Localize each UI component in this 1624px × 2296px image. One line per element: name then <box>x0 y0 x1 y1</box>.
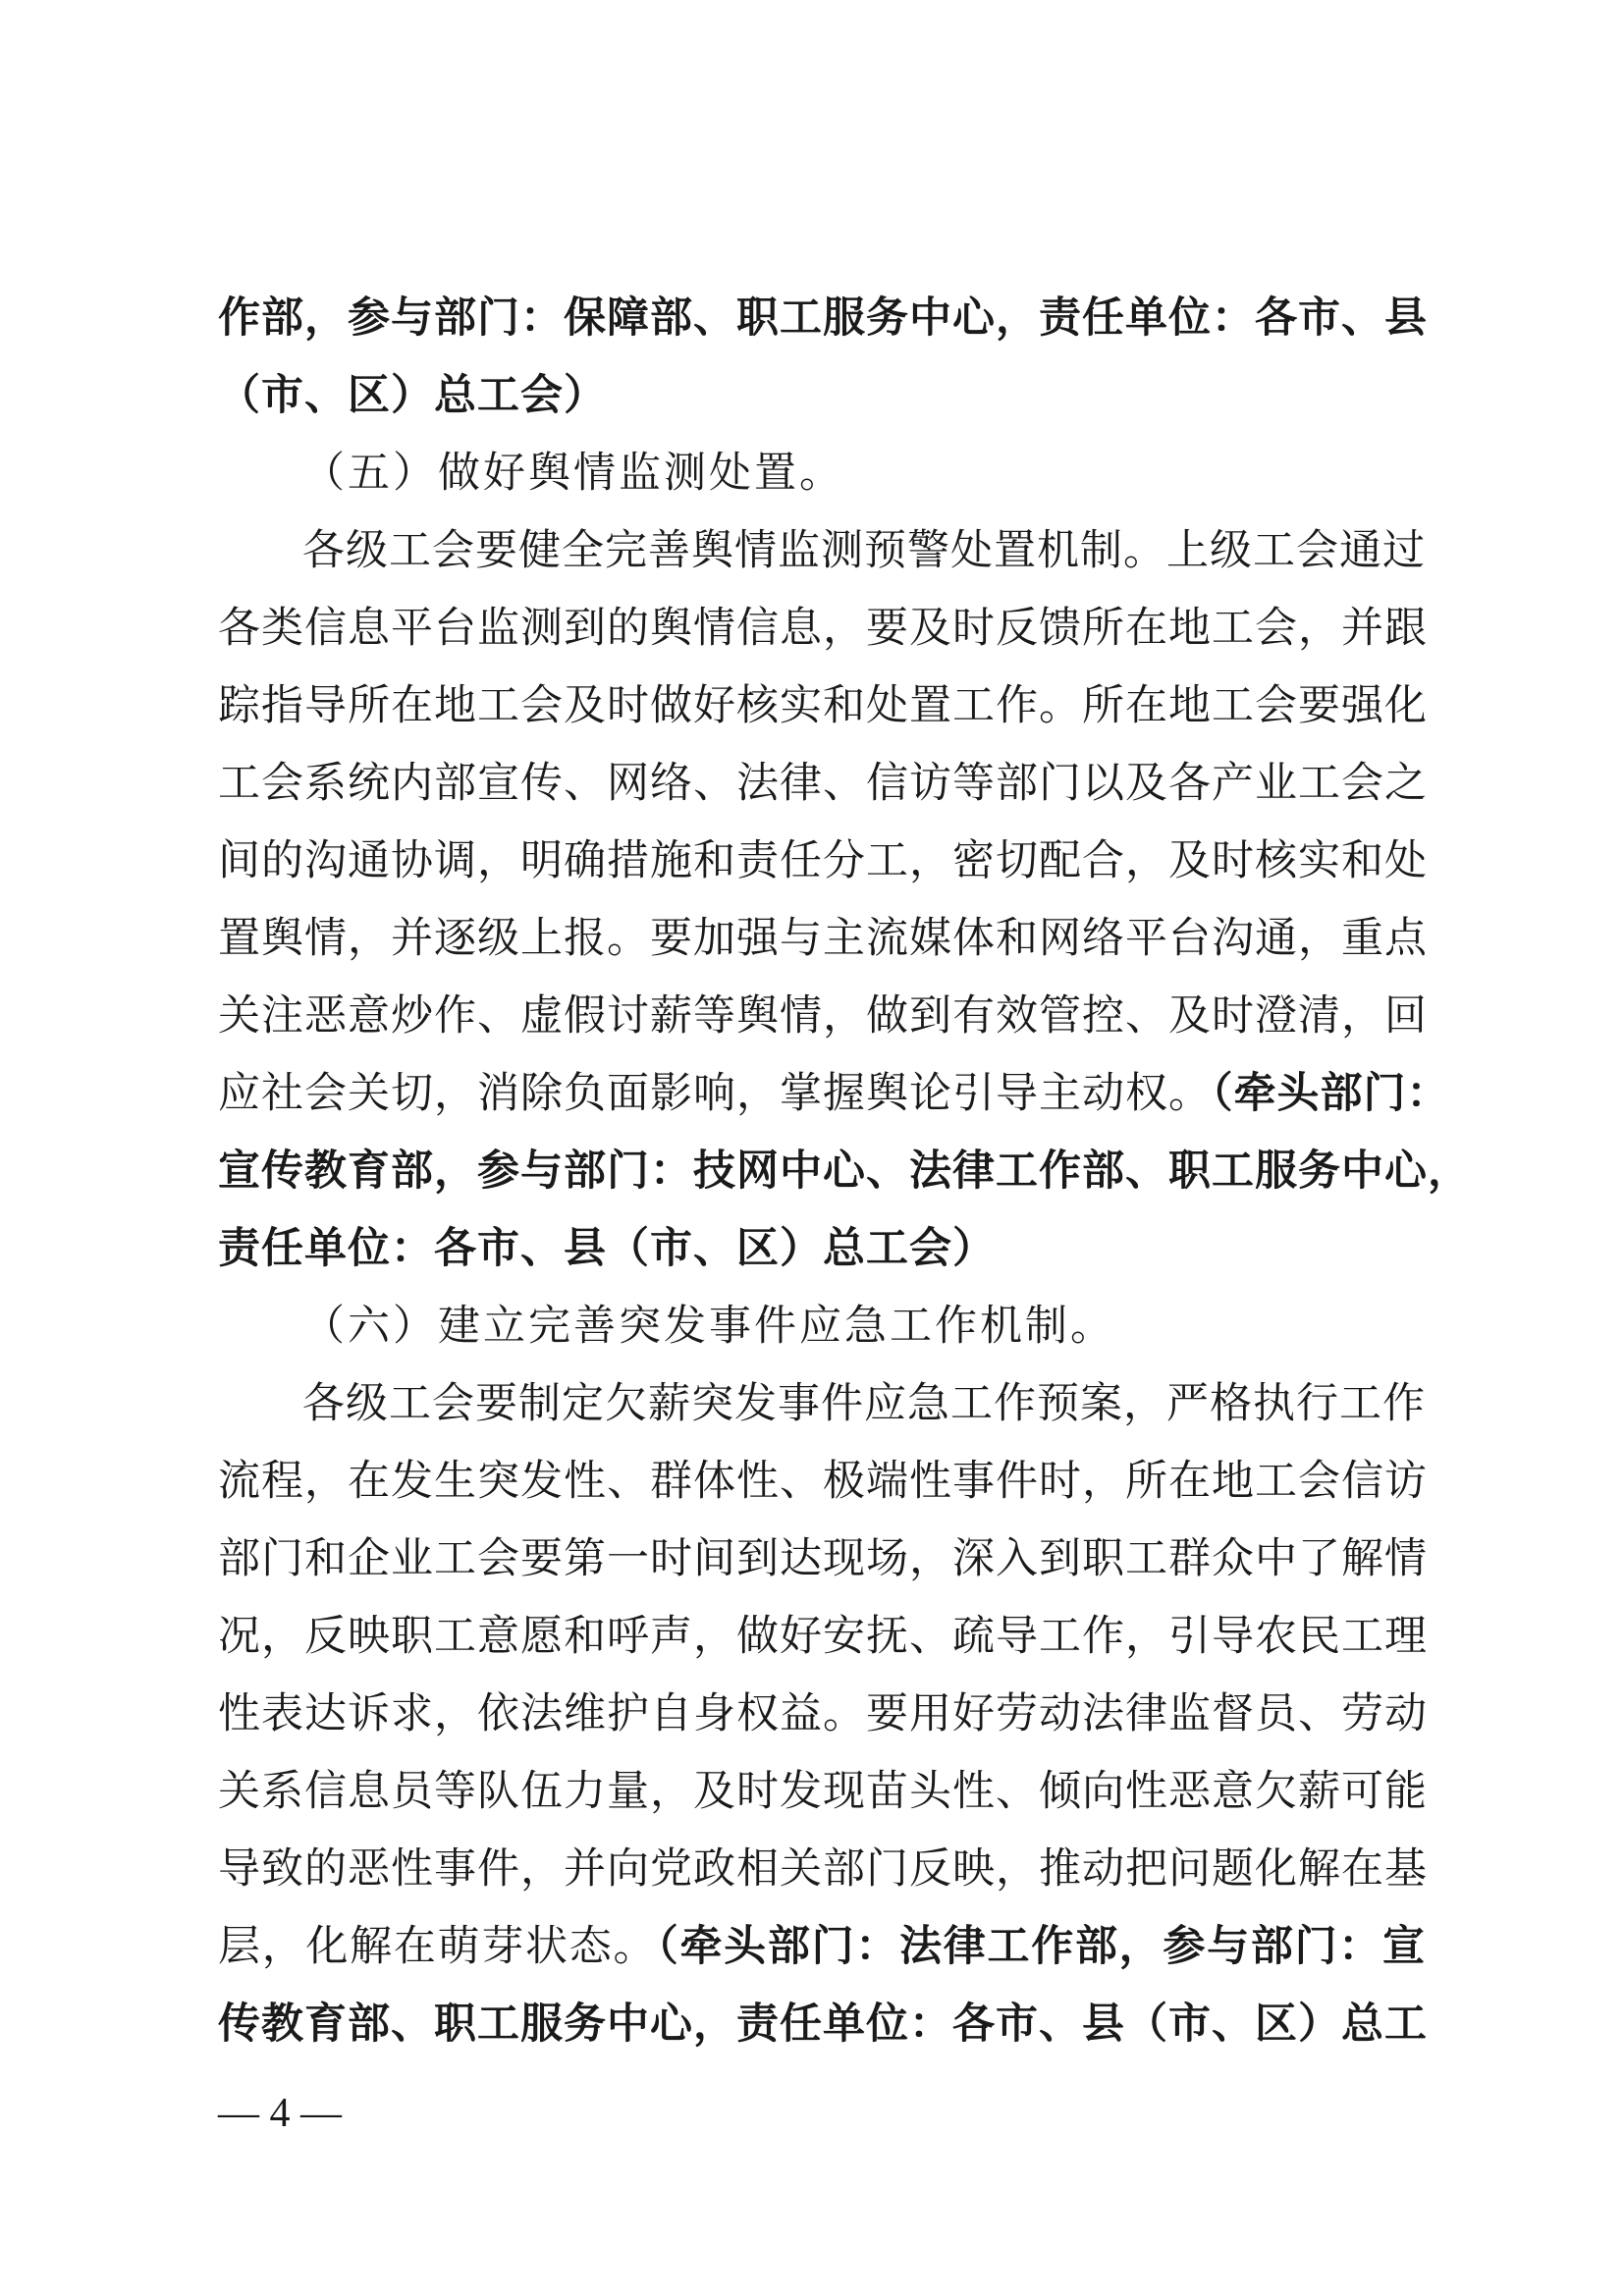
responsibility-note: （牵头部门： <box>1212 1069 1450 1118</box>
paragraph-line: 关注恶意炒作、虚假讨薪等舆情，做到有效管控、及时澄清，回 <box>218 991 1428 1041</box>
paragraph-line: 流程，在发生突发性、群体性、极端性事件时，所在地工会信访 <box>218 1457 1428 1506</box>
responsibility-note-line: 作部，参与部门：保障部、职工服务中心，责任单位：各市、县 <box>218 294 1428 343</box>
paragraph-line: 踪指导所在地工会及时做好核实和处置工作。所在地工会要强化 <box>218 681 1428 730</box>
body-text <box>218 280 1471 2063</box>
page-number: — 4 — <box>218 2091 342 2136</box>
responsibility-note-line: 传教育部、职工服务中心，责任单位：各市、县（市、区）总工 <box>218 2000 1428 2049</box>
responsibility-note-line: （市、区）总工会） <box>218 371 607 420</box>
paragraph-line: 各级工会要制定欠薪突发事件应急工作预案，严格执行工作 <box>302 1379 1426 1428</box>
section-heading: （六）建立完善突发事件应急工作机制。 <box>302 1302 1115 1351</box>
paragraph-line: 各级工会要健全完善舆情监测预警处置机制。上级工会通过 <box>302 526 1426 575</box>
paragraph-text: 层，化解在萌芽状态。 <box>218 1922 658 1971</box>
responsibility-note-line: 责任单位：各市、县（市、区）总工会） <box>218 1224 996 1273</box>
paragraph-line: 况，反映职工意愿和呼声，做好安抚、疏导工作，引导农民工理 <box>218 1612 1428 1661</box>
section-heading: （五）做好舆情监测处置。 <box>302 449 844 498</box>
paragraph-line: 性表达诉求，依法维护自身权益。要用好劳动法律监督员、劳动 <box>218 1689 1428 1738</box>
paragraph-text: 应社会关切，消除负面影响，掌握舆论引导主动权。 <box>218 1069 1212 1118</box>
responsibility-note-line: 宣传教育部，参与部门：技网中心、法律工作部、职工服务中心， <box>218 1147 1471 1196</box>
paragraph-line: 关系信息员等队伍力量，及时发现苗头性、倾向性恶意欠薪可能 <box>218 1767 1428 1816</box>
paragraph-line: 各类信息平台监测到的舆情信息，要及时反馈所在地工会，并跟 <box>218 604 1428 653</box>
paragraph-line <box>218 1908 1426 1986</box>
paragraph-line: 间的沟通协调，明确措施和责任分工，密切配合，及时核实和处 <box>218 836 1428 885</box>
paragraph-line: 导致的恶性事件，并向党政相关部门反映，推动把问题化解在基 <box>218 1844 1428 1894</box>
responsibility-note: （牵头部门：法律工作部，参与部门：宣 <box>657 1922 1427 1971</box>
paragraph-line <box>218 1055 1450 1133</box>
paragraph-line: 部门和企业工会要第一时间到达现场，深入到职工群众中了解情 <box>218 1534 1428 1583</box>
paragraph-line: 置舆情，并逐级上报。要加强与主流媒体和网络平台沟通，重点 <box>218 914 1428 963</box>
paragraph-line: 工会系统内部宣传、网络、法律、信访等部门以及各产业工会之 <box>218 759 1428 808</box>
